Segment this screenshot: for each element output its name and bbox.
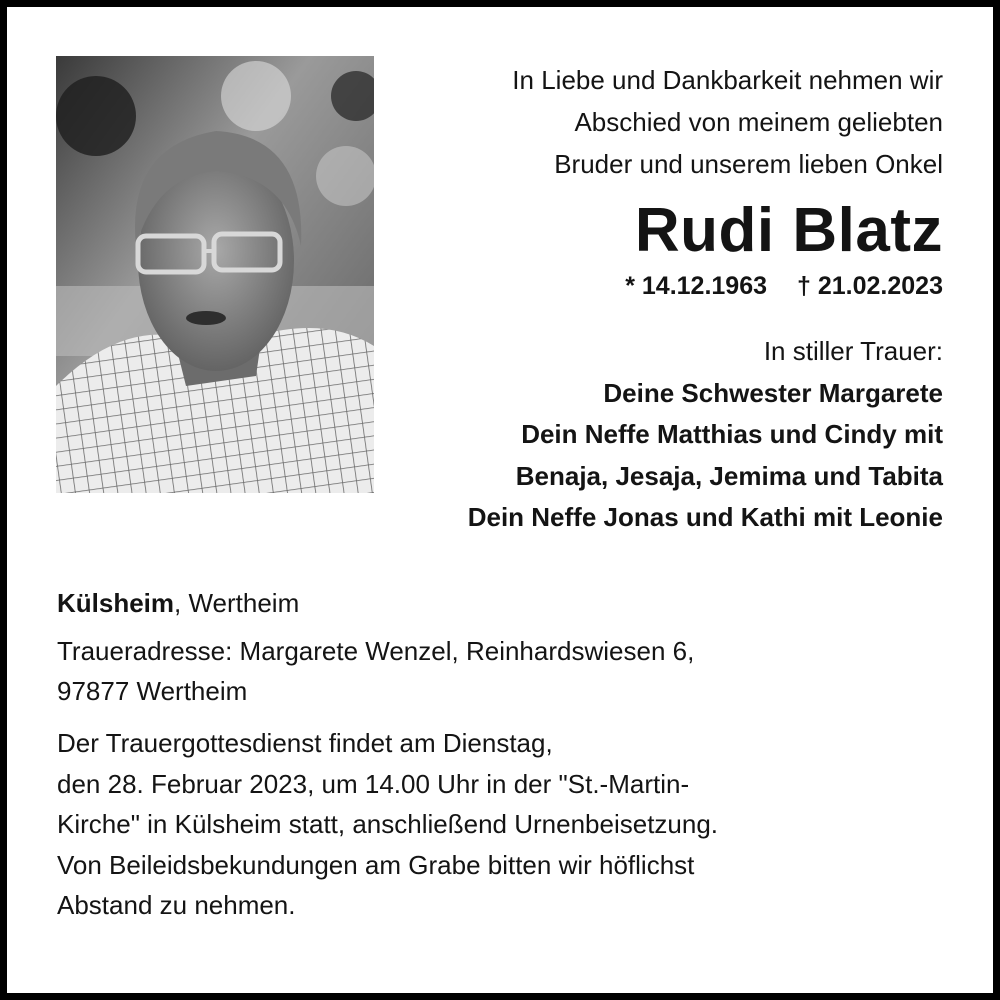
service-line: Abstand zu nehmen. — [57, 890, 296, 920]
portrait-photo — [56, 56, 374, 493]
life-dates — [383, 269, 943, 303]
birth-date: * 14.12.1963 — [625, 272, 768, 300]
mourners-block — [383, 331, 943, 539]
service-line: den 28. Februar 2023, um 14.00 Uhr in der "St.-Martin- — [57, 768, 690, 799]
mourning-address — [57, 631, 957, 711]
service-line: Der Trauergottesdienst findet am Dienstag, — [57, 728, 553, 758]
place-bold: Külsheim — [57, 588, 175, 618]
service-info — [57, 723, 957, 926]
place-rest: , Wertheim — [174, 588, 300, 618]
mourner-line: Dein Neffe Jonas und Kathi mit Leonie — [467, 502, 943, 532]
intro-line: In Liebe und Dankbarkeit nehmen wir — [512, 65, 943, 95]
announcement-block — [383, 59, 943, 539]
service-line: Von Beileidsbekundungen am Grabe bitten wir höflichst — [57, 849, 695, 880]
place-line — [57, 583, 957, 623]
address-line: 97877 Wertheim — [57, 676, 248, 706]
deceased-name: Rudi Blatz — [634, 196, 943, 265]
mourner-line: Deine Schwester Margarete — [603, 377, 943, 408]
details-block — [57, 583, 957, 926]
obituary-notice — [7, 7, 993, 993]
mourner-line: Dein Neffe Matthias und Cindy mit — [521, 419, 943, 449]
address-line: Traueradresse: Margarete Wenzel, Reinhardswiesen 6, — [57, 636, 695, 666]
portrait-image — [56, 56, 374, 493]
mourning-heading: In stiller Trauer: — [763, 336, 943, 366]
intro-text — [383, 59, 943, 185]
service-line: Kirche" in Külsheim statt, anschließend Urnenbeisetzung. — [57, 809, 719, 839]
mourner-line: Benaja, Jesaja, Jemima und Tabita — [515, 460, 943, 491]
intro-line: Bruder und unserem lieben Onkel — [554, 149, 943, 179]
intro-line: Abschied von meinem geliebten — [574, 107, 943, 137]
death-date: † 21.02.2023 — [797, 272, 943, 300]
